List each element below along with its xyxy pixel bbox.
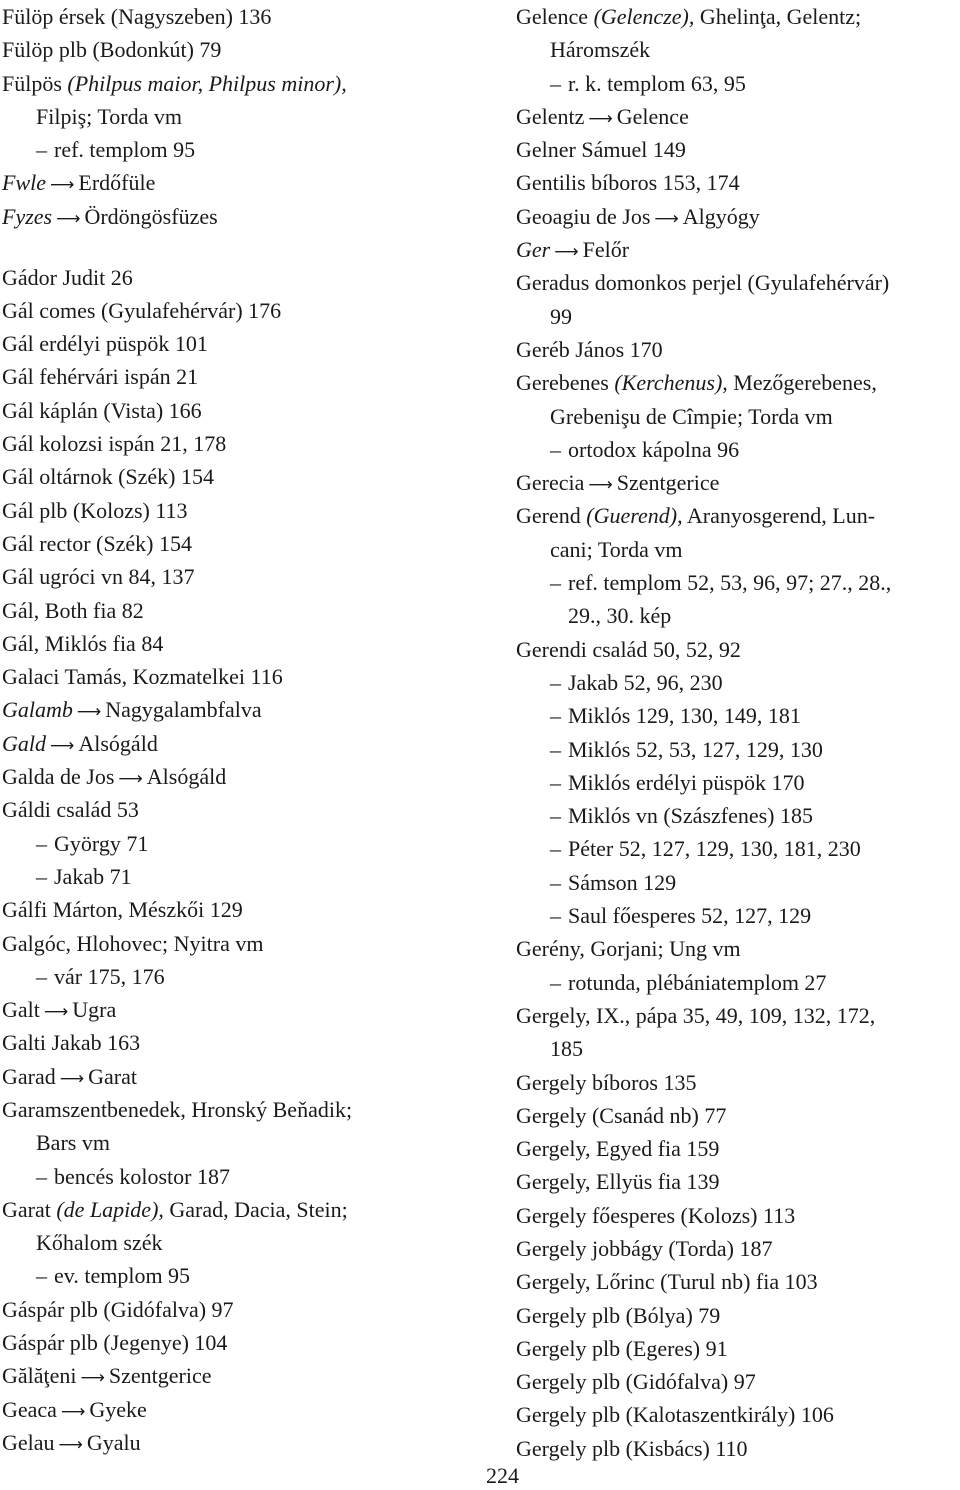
entry-text: Gergely, Ellyüs fia 139 <box>516 1169 720 1195</box>
cross-reference: Gyalu <box>86 1429 141 1455</box>
index-entry <box>2 1093 472 1126</box>
index-entry <box>2 1426 472 1459</box>
entry-text: Galt <box>2 997 40 1023</box>
index-entry <box>2 1193 472 1226</box>
index-entry <box>2 660 472 693</box>
entry-text: Gergely, IX., pápa 35, 49, 109, 132, 172, <box>516 1002 876 1028</box>
index-subentry <box>516 699 960 732</box>
cross-reference: Gyeke <box>89 1396 147 1422</box>
cross-reference: Szentgerice <box>616 470 720 496</box>
cross-reference: Alsógáld <box>78 730 158 756</box>
entry-text: Gádor Judit 26 <box>2 264 133 290</box>
entry-text-cont: Aranyosgerend, Lun- <box>682 503 876 529</box>
index-entry <box>516 133 960 166</box>
index-entry <box>516 633 960 666</box>
index-entry <box>516 1299 960 1332</box>
index-entry <box>2 1393 472 1426</box>
entry-text: Gergely plb (Egeres) 91 <box>516 1335 728 1361</box>
cross-reference: Felőr <box>582 237 630 263</box>
index-entry <box>2 327 472 360</box>
index-entry <box>516 1232 960 1265</box>
index-entry <box>516 1265 960 1298</box>
entry-italic-text: (de Lapide), <box>56 1196 164 1222</box>
index-entry <box>516 266 960 299</box>
entry-italic-text: Gald <box>2 730 46 756</box>
index-entry <box>2 460 472 493</box>
see-arrow-icon: ⟶ <box>588 108 613 129</box>
entry-text: Gálfi Márton, Mészkői 129 <box>2 897 243 923</box>
entry-text: Jakab 71 <box>54 863 132 889</box>
entry-text: Gáspár plb (Gidófalva) 97 <box>2 1296 234 1322</box>
entry-text: Gergely jobbágy (Torda) 187 <box>516 1235 773 1261</box>
index-entry <box>2 1026 472 1059</box>
index-entry <box>516 466 960 499</box>
entry-text: Galgóc, Hlohovec; Nyitra vm <box>2 930 264 956</box>
index-subentry <box>2 1259 472 1292</box>
index-entry <box>516 499 960 532</box>
entry-text: Miklós erdélyi püspök 170 <box>568 769 805 795</box>
index-subentry <box>2 827 472 860</box>
entry-text: Gáldi család 53 <box>2 797 139 823</box>
cross-reference: Alsógáld <box>146 764 227 790</box>
see-arrow-icon: ⟶ <box>50 175 75 196</box>
index-subentry <box>516 766 960 799</box>
index-entry <box>2 427 472 460</box>
index-entry <box>2 560 472 593</box>
cross-reference: Algyógy <box>682 203 760 229</box>
entry-text-cont: Garad, Dacia, Stein; <box>163 1196 348 1222</box>
cross-reference: Erdőfüle <box>78 170 156 196</box>
index-entry <box>2 1226 472 1259</box>
see-arrow-icon: ⟶ <box>59 1068 85 1089</box>
entry-text: Gál, Both fia 82 <box>2 597 144 623</box>
index-subentry <box>2 860 472 893</box>
index-entry <box>2 927 472 960</box>
index-entry <box>516 233 960 266</box>
entry-text: Gelentz <box>516 103 585 129</box>
index-entry <box>2 67 472 100</box>
entry-text: Gál comes (Gyulafehérvár) 176 <box>2 297 282 323</box>
cross-reference: Gelence <box>616 103 689 129</box>
entry-text: ref. templom 95 <box>54 137 196 163</box>
cross-reference: Nagygalambfalva <box>105 697 262 723</box>
index-entry <box>516 1165 960 1198</box>
index-entry <box>2 294 472 327</box>
entry-italic-text: (Guerend), <box>586 503 683 529</box>
see-arrow-icon: ⟶ <box>60 1401 86 1422</box>
index-entry <box>2 33 472 66</box>
index-entry <box>516 1365 960 1398</box>
entry-text: Gergely plb (Bólya) 79 <box>516 1302 721 1328</box>
index-entry <box>516 333 960 366</box>
entry-text: 99 <box>550 303 572 329</box>
index-entry <box>2 494 472 527</box>
index-subentry <box>516 566 960 599</box>
entry-text: Gentilis bíboros 153, 174 <box>516 170 740 196</box>
index-entry <box>2 360 472 393</box>
index-subentry <box>516 832 960 865</box>
entry-text: Grebenişu de Cîmpie; Torda vm <box>550 403 833 429</box>
index-entry <box>516 1199 960 1232</box>
index-entry <box>516 999 960 1032</box>
index-subentry <box>516 433 960 466</box>
see-arrow-icon: ⟶ <box>50 735 75 756</box>
index-entry <box>516 166 960 199</box>
entry-text: Galda de Jos <box>2 764 115 790</box>
entry-text: Sámson 129 <box>568 869 677 895</box>
entry-text: ref. templom 52, 53, 96, 97; 27., 28., <box>568 570 892 596</box>
index-entry <box>2 594 472 627</box>
index-entry <box>2 394 472 427</box>
entry-text: 29., 30. kép <box>568 603 672 629</box>
entry-text: Gál kolozsi ispán 21, 178 <box>2 431 227 457</box>
entry-italic-text: Ger <box>516 237 551 263</box>
entry-italic-text: Galamb <box>2 697 73 723</box>
entry-text: ev. templom 95 <box>54 1263 191 1289</box>
entry-text: Jakab 52, 96, 230 <box>568 669 723 695</box>
index-subentry <box>516 733 960 766</box>
index-entry <box>2 1326 472 1359</box>
entry-text: Galaci Tamás, Kozmatelkei 116 <box>2 664 283 690</box>
entry-text: Gáspár plb (Jegenye) 104 <box>2 1330 228 1356</box>
entry-text: Bars vm <box>36 1130 110 1156</box>
entry-text: Gelence <box>516 4 594 29</box>
entry-text: Háromszék <box>550 37 651 63</box>
entry-text: Gál erdélyi püspök 101 <box>2 331 208 357</box>
entry-text: Gerend <box>516 503 587 529</box>
index-column-left <box>2 0 472 1459</box>
index-entry <box>2 166 472 199</box>
index-entry <box>2 993 472 1026</box>
entry-text: Gălăţeni <box>2 1363 77 1389</box>
entry-italic-text: (Kerchenus), <box>614 370 728 396</box>
index-entry <box>516 200 960 233</box>
entry-text: Gergely, Lőrinc (Turul nb) fia 103 <box>516 1269 818 1295</box>
index-subentry <box>516 899 960 932</box>
index-entry <box>2 693 472 726</box>
index-entry <box>2 727 472 760</box>
see-arrow-icon: ⟶ <box>588 475 613 496</box>
index-entry <box>2 1359 472 1392</box>
cross-reference: Ugra <box>72 997 117 1023</box>
entry-text: Geradus domonkos perjel (Gyulafehérvár) <box>516 270 890 296</box>
index-entry <box>2 893 472 926</box>
page-number: 224 <box>486 1463 519 1488</box>
entry-text: r. k. templom 63, 95 <box>568 70 746 96</box>
entry-text: Miklós vn (Szászfenes) 185 <box>568 803 814 829</box>
index-entry <box>2 1293 472 1326</box>
entry-text: Geaca <box>2 1396 57 1422</box>
entry-text: Gál fehérvári ispán 21 <box>2 364 199 390</box>
index-entry <box>516 1398 960 1431</box>
index-entry <box>2 627 472 660</box>
index-entry <box>516 932 960 965</box>
entry-text: Geréb János 170 <box>516 336 663 362</box>
entry-text: György 71 <box>54 830 149 856</box>
entry-text: Gerény, Gorjani; Ung vm <box>516 936 741 962</box>
entry-text-cont: Ghelinţa, Gelentz; <box>694 4 862 29</box>
index-entry <box>516 1032 960 1065</box>
index-entry <box>516 599 960 632</box>
entry-text: Filpiş; Torda vm <box>36 103 182 129</box>
entry-italic-text: Fwle <box>2 170 46 196</box>
entry-text: Saul főesperes 52, 127, 129 <box>568 903 812 929</box>
index-entry <box>516 100 960 133</box>
entry-text: vár 175, 176 <box>54 963 165 989</box>
entry-text: Garad <box>2 1063 56 1089</box>
entry-italic-text: (Gelencze), <box>593 4 695 29</box>
entry-text: Gergely főesperes (Kolozs) 113 <box>516 1202 796 1228</box>
entry-italic-text: Fyzes <box>2 203 53 229</box>
entry-text: Garat <box>2 1196 57 1222</box>
entry-text: Fülpös <box>2 70 68 96</box>
entry-text: Gergely bíboros 135 <box>516 1069 697 1095</box>
entry-text: Gelau <box>2 1429 55 1455</box>
index-entry <box>516 300 960 333</box>
index-entry <box>2 261 472 294</box>
entry-text: Fülöp plb (Bodonkút) 79 <box>2 37 222 63</box>
entry-text: rotunda, plébániatemplom 27 <box>568 969 827 995</box>
index-entry <box>516 1066 960 1099</box>
entry-text: cani; Torda vm <box>550 536 683 562</box>
entry-text: bencés kolostor 187 <box>54 1163 230 1189</box>
see-arrow-icon: ⟶ <box>58 1434 83 1455</box>
index-column-right <box>516 0 960 1465</box>
index-entry <box>516 1099 960 1132</box>
entry-text: Miklós 129, 130, 149, 181 <box>568 703 801 729</box>
entry-text: Gerecia <box>516 470 585 496</box>
index-subentry <box>516 966 960 999</box>
entry-text: Gál plb (Kolozs) 113 <box>2 497 188 523</box>
index-entry <box>2 793 472 826</box>
index-subentry <box>516 799 960 832</box>
see-arrow-icon: ⟶ <box>56 208 81 229</box>
entry-text: Gál, Miklós fia 84 <box>2 630 164 656</box>
entry-text: Gergely plb (Kisbács) 110 <box>516 1435 748 1461</box>
letter-gap <box>2 233 472 261</box>
index-entry <box>2 200 472 233</box>
index-entry <box>516 1132 960 1165</box>
entry-text: Gergely (Csanád nb) 77 <box>516 1102 727 1128</box>
entry-text: ortodox kápolna 96 <box>568 436 740 462</box>
index-entry <box>2 0 472 33</box>
index-subentry <box>2 133 472 166</box>
index-entry <box>516 33 960 66</box>
see-arrow-icon: ⟶ <box>76 702 102 723</box>
see-arrow-icon: ⟶ <box>554 242 579 263</box>
index-entry <box>516 366 960 399</box>
entry-text: 185 <box>550 1036 583 1062</box>
entry-text: Gál rector (Szék) 154 <box>2 530 192 556</box>
entry-text: Gál oltárnok (Szék) 154 <box>2 464 214 490</box>
cross-reference: Szentgerice <box>108 1363 212 1389</box>
entry-text: Gergely plb (Gidófalva) 97 <box>516 1369 756 1395</box>
index-entry <box>2 100 472 133</box>
index-entry <box>516 1432 960 1465</box>
index-subentry <box>516 67 960 100</box>
entry-text: Geoagiu de Jos <box>516 203 651 229</box>
index-subentry <box>2 960 472 993</box>
index-entry <box>2 760 472 793</box>
entry-italic-text: (Philpus maior, Philpus minor), <box>67 70 347 96</box>
entry-text: Fülöp érsek (Nagyszeben) 136 <box>2 4 272 29</box>
index-subentry <box>516 866 960 899</box>
entry-text: Garamszentbenedek, Hronský Beňadik; <box>2 1097 353 1122</box>
index-subentry <box>516 666 960 699</box>
cross-reference: Garat <box>88 1063 137 1089</box>
see-arrow-icon: ⟶ <box>118 769 143 790</box>
entry-text: Gelner Sámuel 149 <box>516 137 686 163</box>
see-arrow-icon: ⟶ <box>654 208 679 229</box>
index-entry <box>516 400 960 433</box>
entry-text: Gergely, Egyed fia 159 <box>516 1136 720 1162</box>
index-entry <box>516 533 960 566</box>
entry-text: Gerebenes <box>516 370 615 396</box>
entry-text: Gergely plb (Kalotaszentkirály) 106 <box>516 1402 834 1428</box>
entry-text: Gerendi család 50, 52, 92 <box>516 636 741 662</box>
index-subentry <box>2 1160 472 1193</box>
entry-text: Gál ugróci vn 84, 137 <box>2 564 195 590</box>
see-arrow-icon: ⟶ <box>43 1002 69 1023</box>
cross-reference: Ördöngösfüzes <box>84 203 218 229</box>
entry-text: Gál káplán (Vista) 166 <box>2 397 202 423</box>
entry-text: Galti Jakab 163 <box>2 1030 141 1056</box>
entry-text: Péter 52, 127, 129, 130, 181, 230 <box>568 836 861 862</box>
index-entry <box>2 1126 472 1159</box>
entry-text: Kőhalom szék <box>36 1230 163 1256</box>
index-entry <box>2 1060 472 1093</box>
entry-text-cont: Mezőgerebenes, <box>727 370 877 396</box>
see-arrow-icon: ⟶ <box>80 1368 105 1389</box>
entry-text: Miklós 52, 53, 127, 129, 130 <box>568 736 823 762</box>
index-entry <box>2 527 472 560</box>
index-entry <box>516 1332 960 1365</box>
index-entry <box>516 0 960 33</box>
